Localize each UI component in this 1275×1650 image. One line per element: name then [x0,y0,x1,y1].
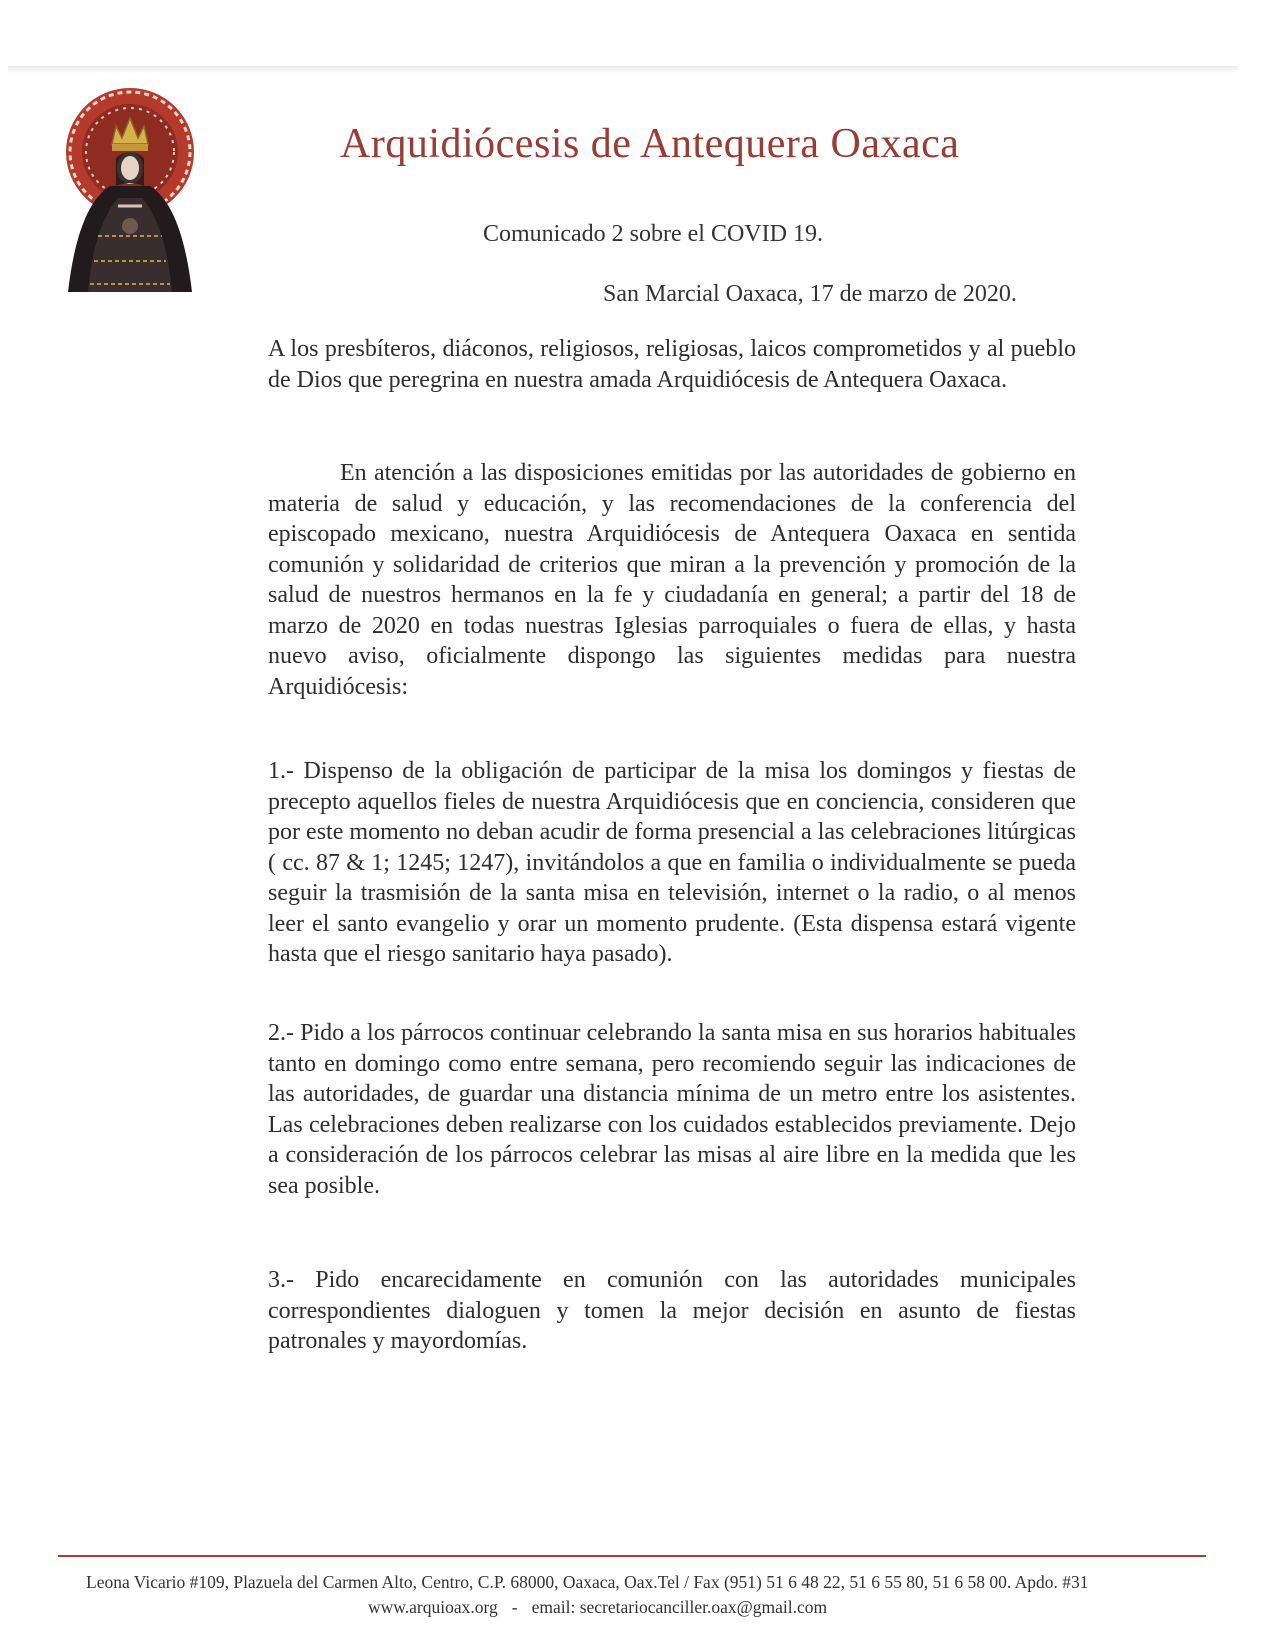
measure-1-paragraph: 1.- Dispenso de la obligación de participar de la misa los domingos y fiestas de precepto aquellos fieles de nuestra Arquidiócesis que en conciencia, consideren que por este momento no deban acudir de forma presencial a las celebraciones litúrgicas ( cc. 87 & 1; 1245; 1247), invitándolos a que en familia o individualmente se pueda seguir la trasmisión de la santa misa en televisión, internet o la radio, o al menos leer el santo evangelio y orar un momento prudente. (Esta dispensa estará vigente hasta que el riesgo sanitario haya pasado). [268,758,1076,967]
dateline: San Marcial Oaxaca, 17 de marzo de 2020. [603,281,1017,307]
footer-contact [368,1597,968,1618]
footer-separator: - [511,1597,518,1617]
virgin-mary-halo-icon [58,86,203,292]
measure-3-paragraph: 3.- Pido encarecidamente en comunión con las autoridades municipales correspondientes dialoguen y tomen la mejor decisión en asunto de fiestas patronales y mayordomías. [268,1267,1076,1354]
footer-address: Leona Vicario #109, Plazuela del Carmen Alto, Centro, C.P. 68000, Oaxaca, Oax.Tel / Fax (951) 51 6 48 22, 51 6 55 80, 51 6 58 00. Apdo. #31 [86,1572,1089,1592]
measure-2-paragraph: 2.- Pido a los párrocos continuar celebrando la santa misa en sus horarios habituales tanto en domingo como entre semana, pero recomiendo seguir las indicaciones de las autoridades, de guardar una distancia mínima de un metro entre los asistentes. Las celebraciones deben realizarse con los cuidados establecidos previamente. Dejo a consideración de los párrocos celebrar las misas al aire libre en la medida que les sea posible. [268,1020,1076,1199]
scan-edge-shadow [8,66,1238,74]
footer-divider [58,1555,1206,1557]
body-paragraph-intro: En atención a las disposiciones emitidas por las autoridades de gobierno en materia de salud y educación, y las recomendaciones de la conferencia del episcopado mexicano, nuestra Arquidiócesis de Antequera Oaxaca en sentida comunión y solidaridad de criterios que miran a la prevención y promoción de la salud de nuestros hermanos en la fe y ciudadanía en general; a partir del 18 de marzo de 2020 en todas nuestras Iglesias parroquiales o fuera de ellas, y hasta nuevo aviso, oficialmente dispongo las siguientes medidas para nuestra Arquidiócesis: [268,460,1076,700]
letterhead-title: Arquidiócesis de Antequera Oaxaca [340,121,960,167]
document-subject: Comunicado 2 sobre el COVID 19. [483,221,823,247]
website-link[interactable]: www.arquioax.org [368,1597,498,1617]
salutation-paragraph: A los presbíteros, diáconos, religiosos, religiosas, laicos comprometidos y al pueblo de Dios que peregrina en nuestra amada Arquidiócesis de Antequera Oaxaca. [268,336,1076,393]
email-link[interactable]: email: secretariocanciller.oax@gmail.com [531,1597,828,1617]
